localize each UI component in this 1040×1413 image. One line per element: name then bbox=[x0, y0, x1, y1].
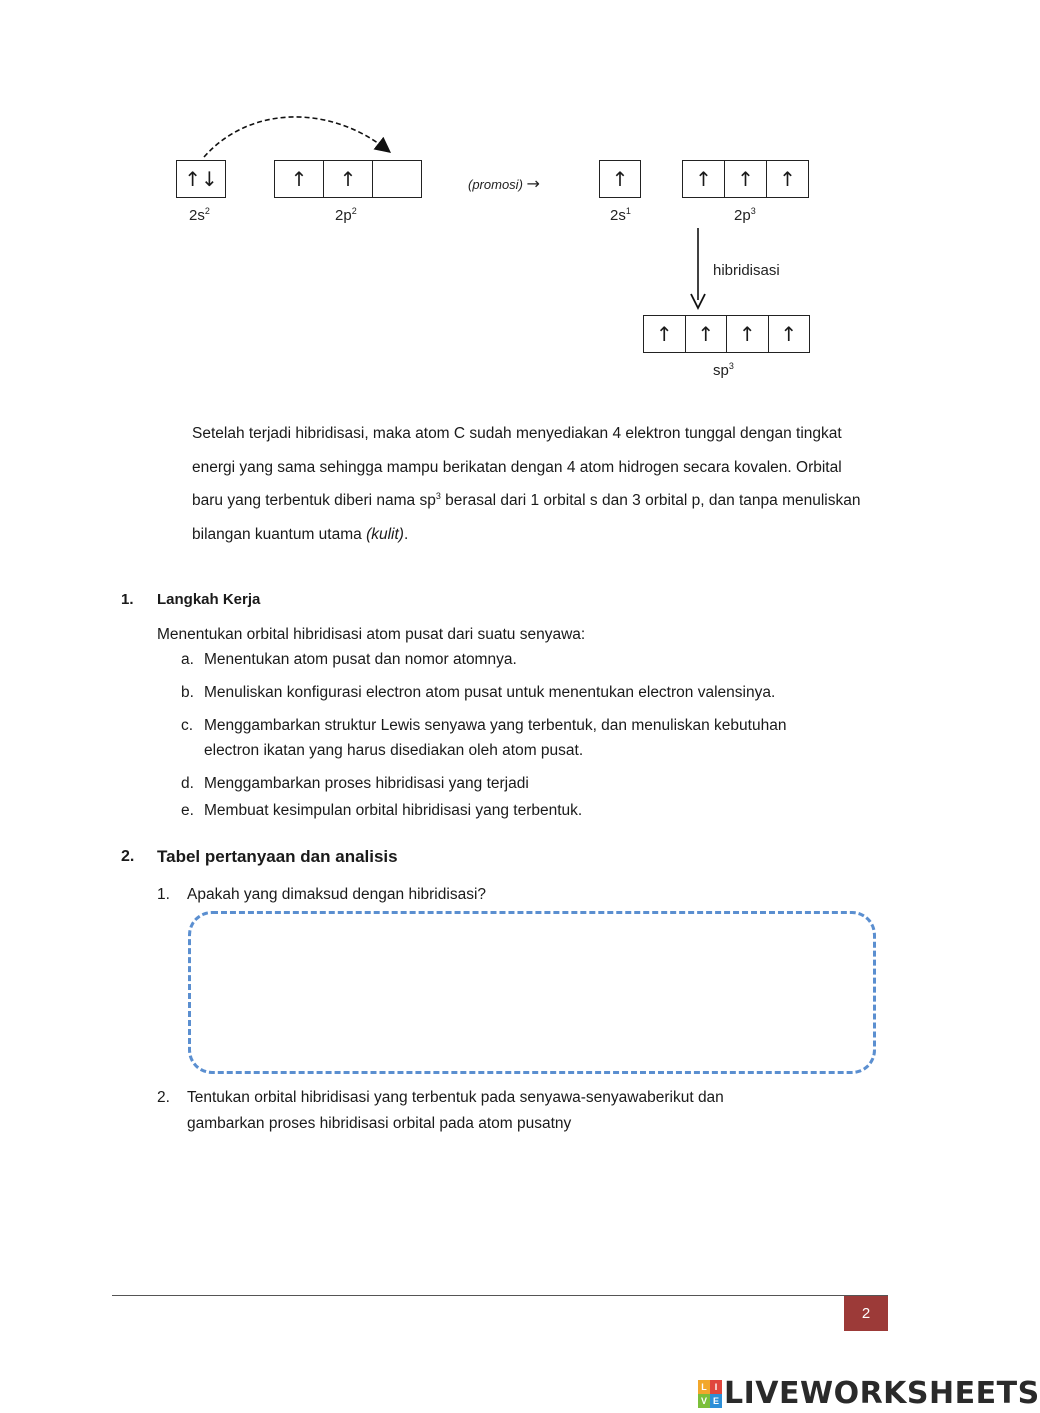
section-title: Langkah Kerja bbox=[157, 591, 261, 608]
liveworksheets-brand[interactable] bbox=[698, 1376, 1040, 1411]
section-intro: Menentukan orbital hibridisasi atom pusat dari suatu senyawa: bbox=[157, 626, 586, 643]
step-letter: d. bbox=[181, 775, 194, 792]
orbital-box-2p3 bbox=[682, 160, 809, 198]
step-letter: a. bbox=[181, 651, 194, 668]
orbital-box-2s1 bbox=[599, 160, 641, 198]
orbital-box-sp3 bbox=[643, 315, 810, 353]
electron-cell: ↑ bbox=[725, 161, 767, 197]
explanation-paragraph: Setelah terjadi hibridisasi, maka atom C sudah menyediakan 4 elektron tunggal dengan tingkat energi yang sama sehingga mampu berikatan dengan 4 atom hidrogen secara kovalen. Orbital baru yang terbentuk diberi nama $sp^3$ berasal dari 1 orbital s dan 3 orbital p, dan tanpa menuliskan bilangan kuantum utama (kulit). bbox=[192, 425, 861, 543]
step-text: Membuat kesimpulan orbital hibridisasi yang terbentuk. bbox=[204, 802, 583, 819]
hybridization-label: hibridisasi bbox=[713, 262, 780, 279]
step-letter: c. bbox=[181, 717, 194, 734]
electron-cell: ↑ bbox=[780, 322, 798, 346]
electron-cell: ↑ bbox=[611, 167, 629, 191]
down-arrow-icon bbox=[688, 228, 708, 310]
step-letter: e. bbox=[181, 802, 194, 819]
footer-divider bbox=[112, 1295, 888, 1296]
electron-cell: ↑ bbox=[275, 161, 324, 197]
question-number: 2. bbox=[157, 1089, 170, 1106]
step-text: Menentukan atom pusat dan nomor atomnya. bbox=[204, 651, 517, 668]
electron-cell bbox=[373, 161, 421, 197]
electron-cell: ↑ bbox=[644, 316, 686, 352]
orbital-box-2p2 bbox=[274, 160, 422, 198]
electron-cell: ↑ bbox=[779, 167, 796, 191]
step-text-continued: electron ikatan yang harus disediakan oleh atom pusat. bbox=[204, 742, 584, 759]
section-title: Tabel pertanyaan dan analisis bbox=[157, 847, 398, 866]
orbital-label-2s1: $2s^1$ bbox=[610, 206, 631, 224]
promotion-curve-arrow bbox=[190, 105, 410, 165]
orbital-label-2p3: $2p^3$ bbox=[734, 206, 756, 224]
section-number: 2. bbox=[121, 848, 135, 865]
question-text: Apakah yang dimaksud dengan hibridisasi? bbox=[187, 886, 487, 903]
liveworksheets-logo-icon: L I V E bbox=[698, 1380, 722, 1408]
step-letter: b. bbox=[181, 684, 194, 701]
electron-cell: ↑ bbox=[727, 316, 769, 352]
electron-cell: ↑ bbox=[686, 316, 728, 352]
step-text: Menggambarkan proses hibridisasi yang terjadi bbox=[204, 775, 529, 792]
question-number: 1. bbox=[157, 886, 170, 903]
question-text: Tentukan orbital hibridisasi yang terbentuk pada senyawa-senyawaberikut dan bbox=[187, 1089, 724, 1106]
answer-input-box[interactable] bbox=[188, 911, 876, 1074]
page-number-badge: 2 bbox=[844, 1296, 888, 1331]
electron-cell: ↑ bbox=[683, 161, 725, 197]
electron-cell: ↑↓ bbox=[184, 167, 218, 191]
right-arrow-icon: → bbox=[526, 174, 540, 193]
promotion-label: (promosi) → bbox=[468, 174, 540, 193]
step-text: Menggambarkan struktur Lewis senyawa yang terbentuk, dan menuliskan kebutuhan bbox=[204, 717, 787, 734]
electron-cell: ↑ bbox=[324, 161, 373, 197]
brand-name: LIVEWORKSHEETS bbox=[724, 1376, 1040, 1411]
orbital-label-2s2: $2s^2$ bbox=[189, 206, 210, 224]
orbital-label-sp3: $sp^3$ bbox=[713, 361, 734, 379]
question-text-continued: gambarkan proses hibridisasi orbital pada atom pusatny bbox=[187, 1115, 572, 1132]
orbital-box-2s2 bbox=[176, 160, 226, 198]
step-text: Menuliskan konfigurasi electron atom pusat untuk menentukan electron valensinya. bbox=[204, 684, 776, 701]
orbital-label-2p2: $2p^2$ bbox=[335, 206, 357, 224]
section-number: 1. bbox=[121, 591, 134, 608]
